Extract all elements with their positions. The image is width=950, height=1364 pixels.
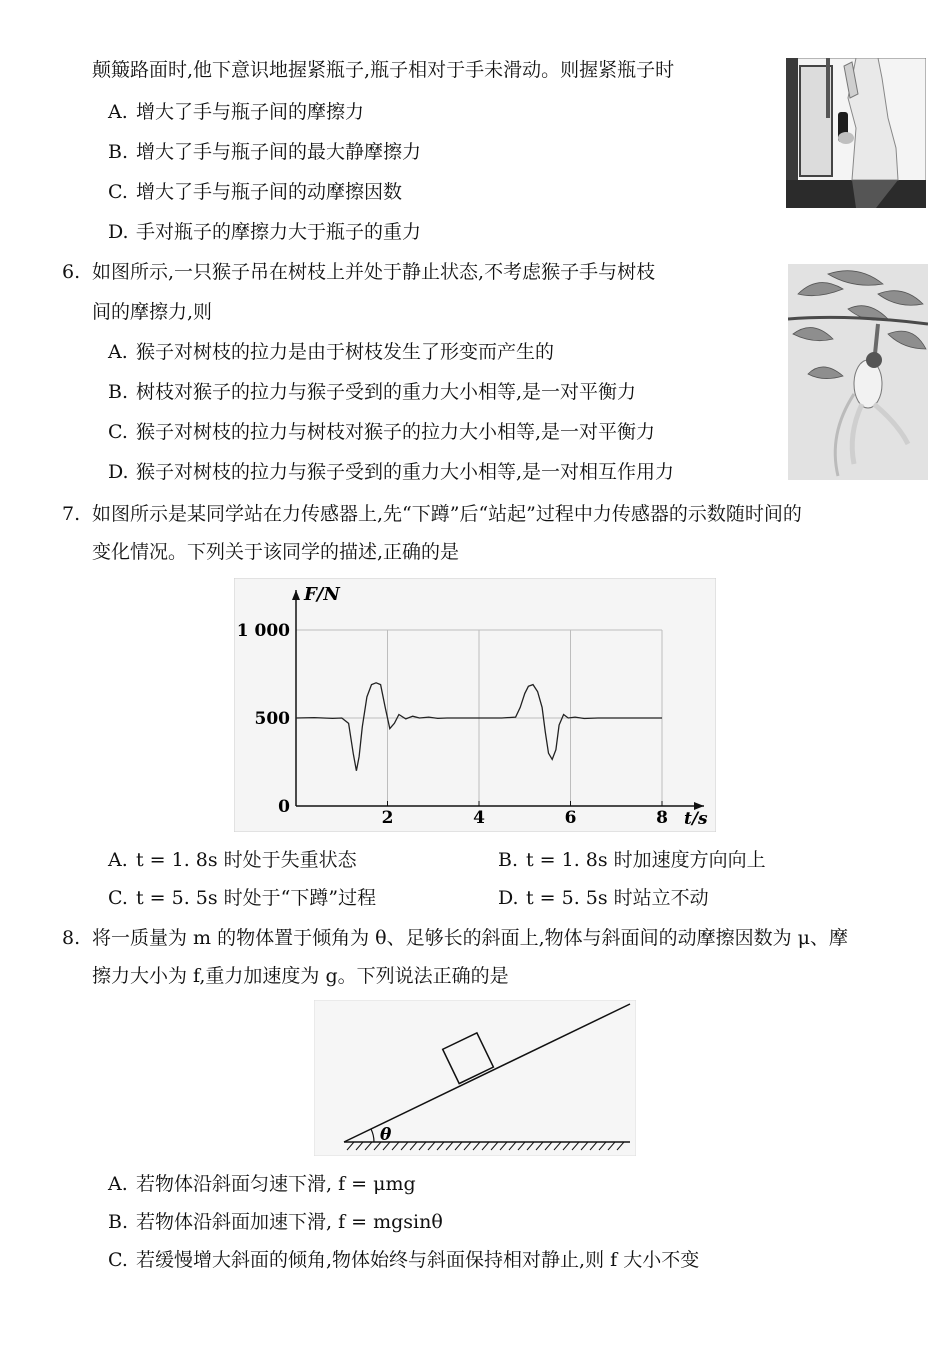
q5-option-d[interactable]	[108, 220, 421, 244]
y-tick-label: 1 000	[236, 621, 290, 641]
option-text: t = 1. 8s 时处于失重状态	[136, 849, 357, 871]
q8-stem-line1: 将一质量为 m 的物体置于倾角为 θ、足够长的斜面上,物体与斜面间的动摩擦因数为 μ、摩	[92, 927, 849, 949]
option-text: t = 1. 8s 时加速度方向向上	[526, 849, 766, 871]
option-letter: B.	[108, 381, 129, 403]
q5-option-c[interactable]	[108, 180, 402, 204]
q6-number: 6.	[62, 261, 81, 283]
option-text: 若缓慢增大斜面的倾角,物体始终与斜面保持相对静止,则 f 大小不变	[136, 1249, 700, 1271]
option-text: 手对瓶子的摩擦力大于瓶子的重力	[136, 221, 422, 243]
q6-option-d[interactable]	[108, 460, 674, 484]
q8-option-b[interactable]	[108, 1210, 443, 1234]
q7-option-b[interactable]	[498, 848, 766, 872]
q6-option-b[interactable]	[108, 380, 636, 404]
q8-option-c[interactable]	[108, 1248, 699, 1272]
q8-number: 8.	[62, 927, 81, 949]
q7-number: 7.	[62, 503, 81, 525]
q5-stem-continued: 颠簸路面时,他下意识地握紧瓶子,瓶子相对于手未滑动。则握紧瓶子时	[92, 59, 675, 81]
incline-diagram	[314, 1000, 636, 1156]
x-tick-label: 6	[564, 808, 577, 828]
q5-option-b[interactable]	[108, 140, 421, 164]
q7-option-c[interactable]	[108, 886, 376, 910]
q7-stem-line1: 如图所示是某同学站在力传感器上,先“下蹲”后“站起”过程中力传感器的示数随时间的	[92, 503, 802, 525]
y-axis-label: F/N	[304, 584, 340, 605]
option-letter: B.	[108, 1211, 129, 1233]
option-letter: D.	[498, 887, 519, 909]
x-tick-label: 4	[473, 808, 485, 828]
option-text: 增大了手与瓶子间的动摩擦因数	[136, 181, 403, 203]
option-text: 猴子对树枝的拉力与树枝对猴子的拉力大小相等,是一对平衡力	[136, 421, 656, 443]
option-text: 增大了手与瓶子间的最大静摩擦力	[136, 141, 422, 163]
q7-option-d[interactable]	[498, 886, 709, 910]
q6-stem-line1: 如图所示,一只猴子吊在树枝上并处于静止状态,不考虑猴子手与树枝	[92, 261, 656, 283]
y-tick-label: 0	[278, 797, 290, 817]
option-letter: A.	[108, 101, 128, 123]
option-letter: A.	[108, 849, 128, 871]
option-letter: C.	[108, 181, 128, 203]
angle-label: θ	[380, 1125, 392, 1145]
option-text: 若物体沿斜面加速下滑, f = mgsinθ	[136, 1211, 443, 1233]
option-text: t = 5. 5s 时站立不动	[526, 887, 709, 909]
q8-option-a[interactable]	[108, 1172, 416, 1196]
q6-option-c[interactable]	[108, 420, 655, 444]
option-letter: B.	[498, 849, 519, 871]
q6-stem-line2: 间的摩擦力,则	[92, 301, 213, 323]
option-text: 猴子对树枝的拉力是由于树枝发生了形变而产生的	[136, 341, 555, 363]
q8-stem-line2: 擦力大小为 f,重力加速度为 g。下列说法正确的是	[92, 965, 509, 987]
option-letter: C.	[108, 421, 128, 443]
option-text: 猴子对树枝的拉力与猴子受到的重力大小相等,是一对相互作用力	[136, 461, 675, 483]
option-letter: C.	[108, 887, 128, 909]
option-letter: B.	[108, 141, 129, 163]
option-letter: A.	[108, 341, 128, 363]
option-letter: D.	[108, 221, 129, 243]
force-time-chart	[234, 578, 716, 832]
option-letter: A.	[108, 1173, 128, 1195]
option-text: 增大了手与瓶子间的摩擦力	[136, 101, 365, 123]
q7-stem-line2: 变化情况。下列关于该同学的描述,正确的是	[92, 541, 460, 563]
q5-option-a[interactable]	[108, 100, 364, 124]
bottle-photo	[786, 58, 926, 208]
option-text: 若物体沿斜面匀速下滑, f = μmg	[136, 1173, 416, 1195]
option-text: 树枝对猴子的拉力与猴子受到的重力大小相等,是一对平衡力	[136, 381, 637, 403]
monkey-photo	[788, 264, 928, 480]
x-tick-label: 8	[656, 808, 668, 828]
x-axis-label: t/s	[684, 809, 708, 829]
option-letter: D.	[108, 461, 129, 483]
q7-option-a[interactable]	[108, 848, 357, 872]
y-tick-label: 500	[254, 709, 290, 729]
option-letter: C.	[108, 1249, 128, 1271]
q6-option-a[interactable]	[108, 340, 554, 364]
option-text: t = 5. 5s 时处于“下蹲”过程	[136, 887, 377, 909]
x-tick-label: 2	[381, 808, 394, 828]
